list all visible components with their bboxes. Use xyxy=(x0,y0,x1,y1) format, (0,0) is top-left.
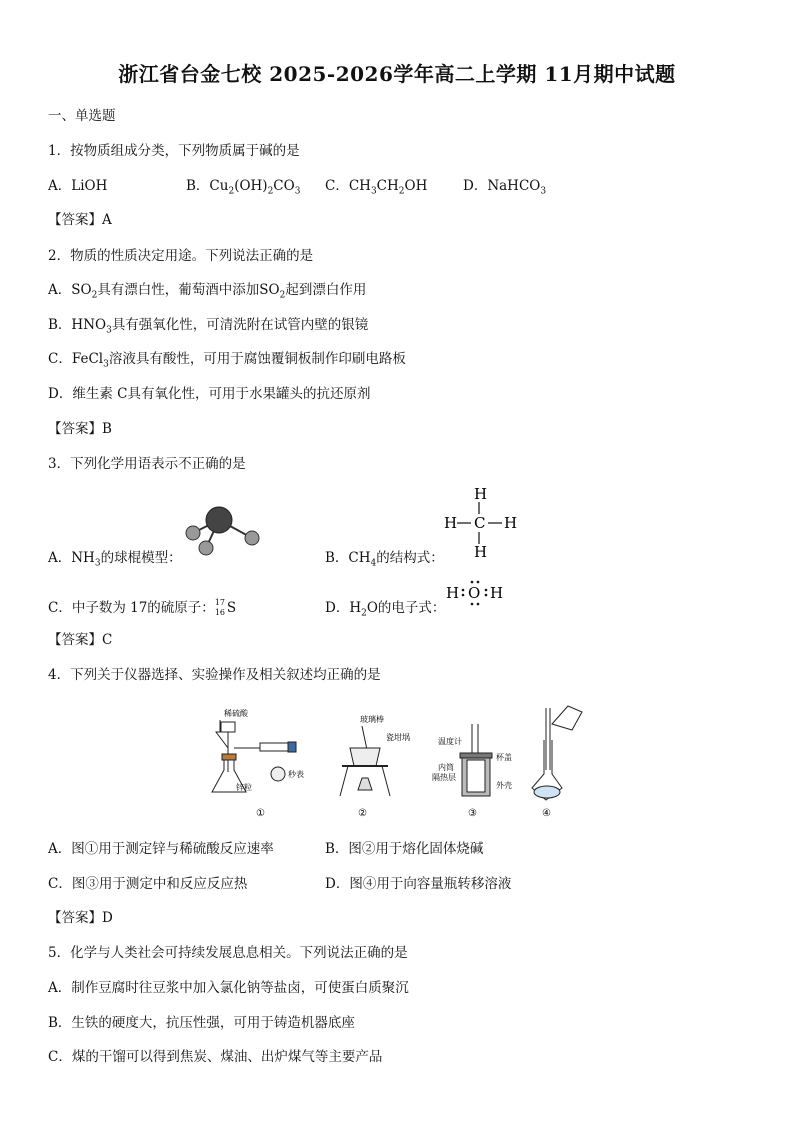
ch4-structural-formula xyxy=(440,484,520,562)
q3-stem: 3．下列化学用语表示不正确的是 xyxy=(48,456,246,472)
section-heading: 一、单选题 xyxy=(48,108,116,124)
q5-option-a: A．制作豆腐时往豆浆中加入氯化钠等盐卤，可使蛋白质聚沉 xyxy=(48,980,409,996)
q2-stem: 2．物质的性质决定用途。下列说法正确的是 xyxy=(48,248,314,264)
svg-text:④: ④ xyxy=(542,808,551,819)
q2-option-b: B．$HNO_3$具有强氧化性，可清洗附在试管内壁的银镜 xyxy=(48,317,369,336)
svg-text:外壳: 外壳 xyxy=(496,781,512,790)
svg-text:H: H xyxy=(474,543,488,561)
svg-text:内筒: 内筒 xyxy=(438,763,454,772)
svg-text:锌粒: 锌粒 xyxy=(236,783,252,792)
q1-option-a: A．LiOH xyxy=(48,178,108,194)
q1-option-b: B．$Cu_2(OH)_2CO_3$ xyxy=(186,178,301,197)
q2-option-c: C．FeCl$_3$溶液具有酸性，可用于腐蚀覆铜板制作印刷电路板 xyxy=(48,351,406,370)
svg-text:C: C xyxy=(474,514,486,532)
q1-stem: 1．按物质组成分类，下列物质属于碱的是 xyxy=(48,143,300,159)
q3-option-c: C．中子数为 17的硫原子： 17 16 S xyxy=(48,597,237,617)
q5-stem: 5．化学与人类社会可持续发展息息相关。下列说法正确的是 xyxy=(48,945,408,961)
q1-option-d: D．NaHCO$_3$ xyxy=(463,178,547,197)
q3-option-a: A．$NH_3$的球棍模型： xyxy=(48,550,182,569)
svg-text:H: H xyxy=(474,485,488,503)
svg-text:玻璃棒: 玻璃棒 xyxy=(360,715,384,724)
svg-text:①: ① xyxy=(256,808,265,819)
svg-text:温度计: 温度计 xyxy=(438,737,462,746)
q4-option-c: C．图③用于测定中和反应反应热 xyxy=(48,876,248,892)
q3-option-b: B．$CH_4$的结构式： xyxy=(325,550,444,569)
svg-text:瓷坩埚: 瓷坩埚 xyxy=(386,733,410,742)
figure-3-calorimeter xyxy=(432,724,512,819)
q1-option-c: C．$CH_3CH_2OH$ xyxy=(325,178,428,197)
h2o-electron-dot-formula xyxy=(444,578,508,610)
svg-text:H: H xyxy=(490,584,504,602)
q4-stem: 4．下列关于仪器选择、实验操作及相关叙述均正确的是 xyxy=(48,667,381,683)
sulfur-nuclide-notation: 17 16 xyxy=(214,597,225,617)
svg-text:秒表: 秒表 xyxy=(288,770,304,779)
svg-text:稀硫酸: 稀硫酸 xyxy=(224,709,248,718)
svg-text:杯盖: 杯盖 xyxy=(496,753,512,762)
q4-option-b: B．图②用于熔化固体烧碱 xyxy=(325,841,484,857)
svg-text:③: ③ xyxy=(468,808,477,819)
svg-text:O: O xyxy=(468,584,481,602)
nh3-ball-stick-model xyxy=(178,500,268,560)
figure-4-volumetric-flask xyxy=(532,706,582,819)
page-title: 浙江省台金七校 2025-2026学年高二上学期 11月期中试题 xyxy=(118,62,676,86)
q5-option-c: C．煤的干馏可以得到焦炭、煤油、出炉煤气等主要产品 xyxy=(48,1049,383,1065)
q1-answer: 【答案】A xyxy=(48,212,112,228)
q2-option-a: A．$SO_2$具有漂白性，葡萄酒中添加$SO_2$起到漂白作用 xyxy=(48,282,367,301)
q3-option-d: D．$H_2O$的电子式： xyxy=(325,600,446,619)
q5-option-b: B．生铁的硬度大，抗压性强，可用于铸造机器底座 xyxy=(48,1015,355,1031)
q2-answer: 【答案】B xyxy=(48,421,112,437)
svg-text:H: H xyxy=(446,584,460,602)
q4-answer: 【答案】D xyxy=(48,910,113,926)
q4-option-a: A．图①用于测定锌与稀硫酸反应速率 xyxy=(48,841,274,857)
q4-option-d: D．图④用于向容量瓶转移溶液 xyxy=(325,876,512,892)
q3-answer: 【答案】C xyxy=(48,632,113,648)
svg-text:隔热层: 隔热层 xyxy=(432,773,456,782)
figure-1-reaction-rate-setup xyxy=(212,708,304,819)
svg-text:H: H xyxy=(444,514,458,532)
q4-apparatus-figure xyxy=(200,700,600,825)
q2-option-d: D．维生素 C具有氧化性，可用于水果罐头的抗还原剂 xyxy=(48,386,371,402)
svg-text:②: ② xyxy=(358,808,367,819)
svg-text:H: H xyxy=(504,514,518,532)
figure-2-crucible-heating xyxy=(340,714,410,819)
